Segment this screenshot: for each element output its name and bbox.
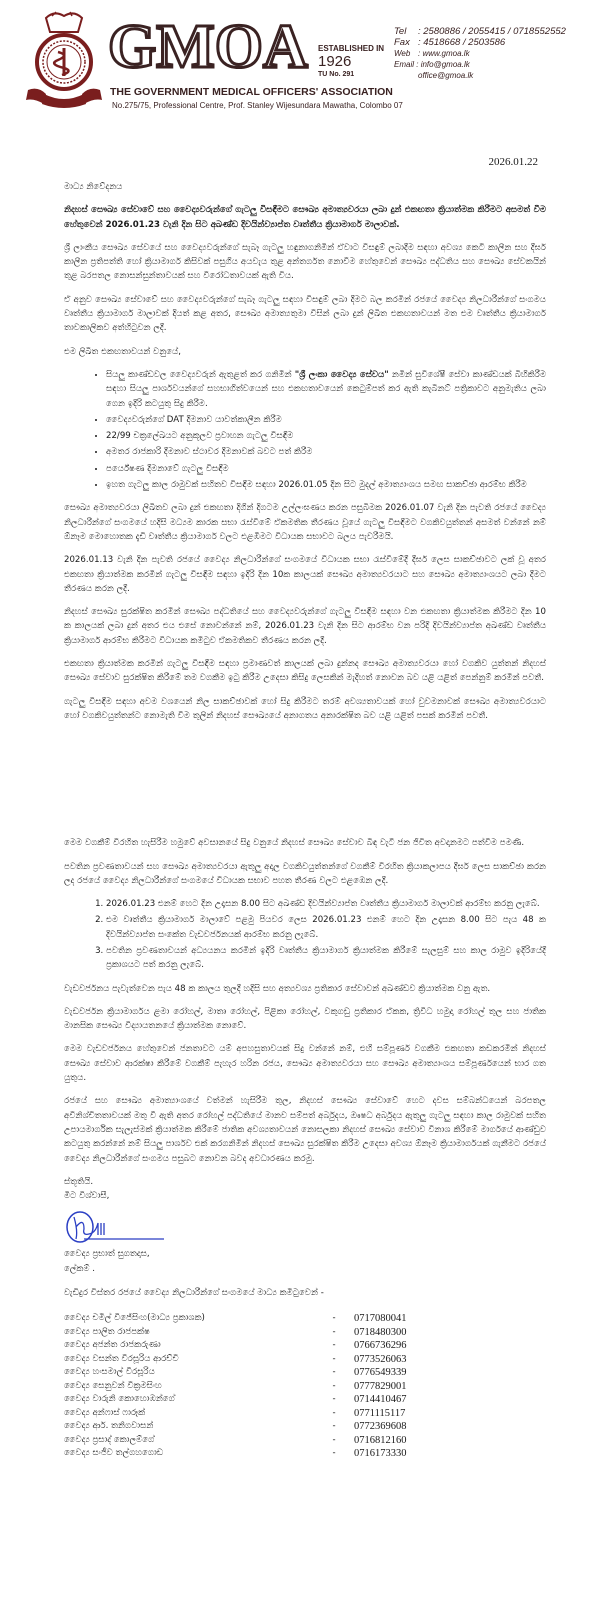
contact-name: වෛද්‍ය වාරුනි කොහොඹන්ගේ xyxy=(64,1394,175,1405)
paragraph: ගැටලු විසඳීම සඳහා අවම වශයෙන් නිල සාකච්ඡාවක් හෝ සිදු කිරීමට තරම් අවශ්‍යතාවයක් හෝ වුවමනාවක් සෞඛ්‍ය අමාත්‍යවරයාට හෝ වගකිවයුත්තන්ට නොමැති වීම තුලින් නිදහස් සෞඛ්‍යයේ අනාගතය අනාරක්ෂිත බව යළි යළිත් පසක් කරමින් පවතී. xyxy=(64,696,546,721)
regards: මිට විශ්වාසී, xyxy=(64,1191,110,1202)
contact-row xyxy=(64,1393,546,1407)
decision-item: 2. එම වෘත්තීය ක්‍රියාමාර්ග මාලාවේ පළමු පියවර ලෙස 2026.01.23 එනම් හෙට දින උදෑසන 8.00 සිට පැය 48 ක දිවයින්ව්‍යාප්ත සංකේත වැඩවර්ජනයක් ආරම්භ කරනු ලැබේ. xyxy=(106,913,546,942)
letter-date: 2026.01.22 xyxy=(488,156,538,168)
association-address: No.275/75, Professional Centre, Prof. Stanley Wijesundara Mawatha, Colombo 07 xyxy=(112,101,403,110)
contact-phone[interactable]: 0717080041 xyxy=(354,1313,407,1325)
paragraph: මෙම වගකීම් විරහිත හැසිරීම හමුවේ අවසානයේ සිදු වනුයේ නිදහස් සෞඛ්‍ය සේවාව බිඳ වැටී ජන ජිවිත අවදානමට පත්වීම පමණි. xyxy=(64,838,525,849)
letter-body xyxy=(64,180,546,1461)
web-label: Web xyxy=(394,49,411,58)
agreement-item: • අමතර රාජකාරි දීමනාව ස්ථාවර දීමනාවක් බවට පත් කිරීම xyxy=(106,445,546,459)
association-name: THE GOVERNMENT MEDICAL OFFICERS' ASSOCIATION xyxy=(110,86,393,98)
contact-row xyxy=(64,1380,546,1394)
tu-number: TU No. 291 xyxy=(318,71,355,78)
contact-row xyxy=(64,1353,546,1367)
contacts-list xyxy=(64,1312,546,1461)
contacts-intro: වැඩිදුර විස්තර රජයේ වෛද්‍ය නිලධාරීන්ගේ සංගමයේ මාධ්‍ය කමිටුවෙන් - xyxy=(64,1288,324,1299)
paragraph: වැඩවර්ජන ක්‍රියාමාර්ගය ළමා රෝහල්, මාතෘ රෝහල්, පිළිකා රෝහල්, වකුගඩු ප්‍රතිකාර ඒකක, ත්‍රිවිධ හමුදා රෝහල් තුල සහ ජාතික මානසික සෞඛ්‍ය විද්‍යායතනයේ ක්‍රියාත්මක නොවේ. xyxy=(64,1006,546,1032)
agreements-intro: එම ලිඛිත එකඟතාවයන් වනුයේ, xyxy=(64,346,181,357)
contact-row xyxy=(64,1366,546,1380)
contact-row xyxy=(64,1447,546,1461)
contact-row xyxy=(64,1312,546,1326)
paragraph: රජයේ සහ සෞඛ්‍ය අමාත්‍යාංශයේ වත්මන් හැසිරීම තුල, නිදහස් සෞඛ්‍ය සේවාවේ හෙට දවස සම්බන්ධයෙන් බරපතල අවිනිශ්චිතතාවයක් මතු වී ඇති අතර රෝහල් පද්ධතියේ මානව සම්පත් අර්බුදය, ඖෂධ අර්බුදය ඇතුලු ගැටලු සඳහා කාල රාමුවක් සහිත උපායමාර්ගික සැලැස්මක් ක්‍රියාත්මක කිරීමේ ජාතික අවශ්‍යතාවයන් නොසලකා නිදහස් සෞඛ්‍ය සේවාව විනාශ කිරීමේ මාර්ගයේ ආණ්ඩුව කටයුතු කරන්නේ නම් සියලු පාර්ශව එක් කරගනිමින් නිදහස් සෞඛ්‍ය සුරක්ෂිත කිරීම උදෙසා අවශ්‍ය ඕනෑම ක්‍රියාමාර්ගයක් ගැනීමට රජයේ වෛද්‍ය නිලධාරීන්ගේ සංගමය පසුබට නොවන බවද අවධාරණය කරමු. xyxy=(64,1096,546,1164)
gmoa-logo: GMOA xyxy=(108,13,308,81)
fax-label: Fax xyxy=(394,37,410,48)
contact-name: වෛද්‍ය චමිල් විජේසිංහ(මාධ්‍ය ප්‍රකාශක) xyxy=(64,1313,205,1324)
agreement-item xyxy=(106,368,546,411)
contact-separator: - xyxy=(332,1326,336,1337)
headline: නිදහස් සෞඛ්‍ය සේවාවේ සහ වෛද්‍යවරුන්ගේ ගැටලු විසඳීමට සෞඛ්‍ය අමාත්‍යවරයා ලබා දුන් එකඟතා ක්‍රියාත්මක කිරීමට අසමත් වීම හේතුවෙන් 2026.01.23 වැනි දින සිට අඛණ්ඩ දිවයින්ව්‍යාප්ත වෘත්තීය ක්‍රියාමාර්ග මාලාවක්. xyxy=(64,205,546,230)
contact-separator: - xyxy=(332,1421,336,1432)
decision-item: 3. පවතින ප්‍රවණතාවයන් අධ්‍යයනය කරමින් ඉදිරි වෘත්තීය ක්‍රියාමාර්ග ක්‍රියාත්මක කිරීමේ සැලසුම් සහ කාල රාමුව ඉදිරියේදී ප්‍රකාශයට පත් කරනු ලැබේ. xyxy=(106,944,546,973)
letterhead-contacts xyxy=(394,26,566,81)
contact-name: වෛද්‍ය හංසමාල් වීරසූරිය xyxy=(64,1367,155,1378)
paragraph: එකඟතා ක්‍රියාත්මක කරමින් ගැටලු විසඳීම සඳහා ප්‍රමාණවත් කාලයක් ලබා දුන්නද සෞඛ්‍ය අමාත්‍යවරයා හෝ වගකිව යුත්තන් නිදහස් සෞඛ්‍ය සේවාව සුරක්ෂිත කිරීමේ තම වගකීම ඉටු කිරීම උදෙසා කිසිදු ලෙසකින් මැදිහත් නොවන බව යළි යළිත් පෙන්නුම් කරමින් පවතී. xyxy=(64,659,546,684)
contact-separator: - xyxy=(332,1313,336,1324)
web-link[interactable]: : www.gmoa.lk xyxy=(418,49,470,58)
decision-item: 1. 2026.01.23 එනම් හෙට දින උදෑසන 8.00 සිට අඛණ්ඩ දිවයින්ව්‍යාප්ත වෘත්තීය ක්‍රියාමාර්ග මාලාවක් ආරම්භ කරනු ලැබේ. xyxy=(106,897,546,911)
contact-row xyxy=(64,1420,546,1434)
contact-name: වෛද්‍ය වසන්ත වීරසූරිය ආරච්චි xyxy=(64,1353,179,1364)
contact-phone[interactable]: 0716173330 xyxy=(354,1448,407,1460)
paragraph: වැඩවර්ජනය පැවැත්වෙන පැය 48 ක කාලය තුලදී හදිසි සහ අත්‍යවශ්‍ය ප්‍රතිකාර සේවාවන් අඛණ්ඩව ක්‍රියාත්මක වනු ඇත. xyxy=(64,983,491,994)
contact-name: වෛද්‍ය ආර්. තනිගවාසන් xyxy=(64,1421,154,1432)
page-break xyxy=(64,732,546,836)
contact-name: වෛද්‍ය සෙනුවන් වික්‍රමසිංහ xyxy=(64,1380,162,1391)
tel-label: Tel xyxy=(394,26,407,37)
contact-phone[interactable]: 0716812160 xyxy=(354,1434,407,1446)
signatory-name: වෛද්‍ය ප්‍රභාත් සුගතදාස, xyxy=(64,1249,150,1260)
established-year: 1926 xyxy=(318,53,352,70)
agreement-item: • ඉහත ගැටලු කාල රාමුවක් සහිතව විසඳීම සඳහා 2026.01.05 දින සිට මුදල් අමාත්‍යාංශය සමඟ සාකච්ඡා ආරම්භ කිරීම xyxy=(106,478,546,492)
agreement-bold-text: "ශ්‍රී ලංකා වෛද්‍ය සේවය" xyxy=(294,369,389,380)
email-link-office[interactable]: office@gmoa.lk xyxy=(418,71,474,80)
contact-name: වෛද්‍ය පාලිත රාජපක්ෂ xyxy=(64,1326,150,1337)
decisions-list xyxy=(64,897,546,972)
paragraph: සෞඛ්‍ය අමාත්‍යවරයා ලිඛිතව ලබා දුන් එකඟතා දිගින් දිගටම උල්ලංඝණය කරන පසුබිමක 2026.01.07 වැනි දින පැවති රජයේ වෛද්‍ය නිලධාරීන්ගේ සංගමයේ හදිසි මධ්‍යම කාරක සභා රැස්වීමේ ඒකමතික තීරණය වූයේ ගැටලු විසඳීමට වගකිවයුත්තන් අසමත් වන්නේ නම් ඕනෑම මොහොතක දැඩි වෘත්තීය ක්‍රියාමාර්ග වලට එළඹීමට විධායක සභාවට බලය පැවරීමයි. xyxy=(64,503,546,542)
paragraph: මෙම වැඩවර්ජනය හේතුවෙන් ජනතාවට යම් අපහසුතාවයක් සිදු වන්නේ නම්, එහි සම්පූර්ණ වගකීම එකඟතා කඩකරමින් නිදහස් සෞඛ්‍ය සේවාව ආරක්ෂා කිරීමේ වගකීම් පැහැර හරින රජය, සෞඛ්‍ය අමාත්‍යවරයා සහ සෞඛ්‍ය අමාත්‍යාංශය සම්පූර්ණයෙන් භාර ගත යුතුය. xyxy=(64,1044,546,1084)
contact-separator: - xyxy=(332,1380,336,1391)
email-link-info[interactable]: info@gmoa.lk xyxy=(420,60,470,69)
contact-row xyxy=(64,1326,546,1340)
paragraph: 2026.01.13 වැනි දින පැවති රජයේ වෛද්‍ය නිලධාරීන්ගේ සංගමයේ විධායක සභා රැස්වීමේදී දීර්ඝ ලෙස සාකච්ඡාවට ලක් වූ අතර එකඟතා ක්‍රියාත්මක කරමින් ගැටලු විසඳීම සඳහා ඉදිරි දින 10ක කාලයක් සෞඛ්‍ය අමාත්‍යවරයාට සහ සෞඛ්‍ය අමාත්‍යාංශයට ලබා දීමට තීරණය කරන ලදී. xyxy=(64,555,546,594)
paragraph: පවතින ප්‍රවණතාවයන් සහ සෞඛ්‍ය අමාත්‍යවරයා ඇතුලු අදාල වගකිවයුත්තන්ගේ වගකීම් විරහිත ක්‍රියාකලාපය දීර්ඝ ලෙස සාකච්ඡා කරන ලද රජයේ වෛද්‍ය නිලධාරීන්ගේ සංගමයේ විධායක සභාව පහත තීරණ වලට එළඹෙන ලදී. xyxy=(64,861,546,886)
contact-phone[interactable]: 0766736296 xyxy=(354,1340,407,1352)
contact-separator: - xyxy=(332,1367,336,1378)
contact-phone[interactable]: 0772369608 xyxy=(354,1421,407,1433)
gmoa-emblem-icon xyxy=(24,10,104,108)
established-label: ESTABLISHED IN xyxy=(318,44,385,53)
contact-name: වෛද්‍ය අජන්ත රාජකරුණා xyxy=(64,1340,161,1351)
contact-name: වෛද්‍ය අන්ෆාස් ෆාරූක් xyxy=(64,1407,146,1418)
contact-separator: - xyxy=(332,1434,336,1445)
contact-row xyxy=(64,1434,546,1448)
contact-phone[interactable]: 0771115117 xyxy=(354,1407,406,1419)
agreement-item: • පර්යේෂණ දීමනාවේ ගැටලු විසඳීම xyxy=(106,462,546,476)
contact-phone[interactable]: 0714410467 xyxy=(354,1394,407,1406)
fax-value: : 4518668 / 2503586 xyxy=(418,37,506,48)
contact-phone[interactable]: 0777829001 xyxy=(354,1380,407,1392)
paragraph: නිදහස් සෞඛ්‍ය සුරක්ෂිත කරමින් සෞඛ්‍ය පද්ධතියේ සහ වෛද්‍යවරුන්ගේ ගැටලු විසඳීම සඳහා වන එකඟතා ක්‍රියාත්මක කිරීමට දින 10 ක කාලයක් ලබා දුන් අතර එය එසේ නොවන්නේ නම්, 2026.01.23 වැනි දින සිට ආරම්භ වන පරිදි දිවයින්ව්‍යාප්ත අඛණ්ඩ වෘත්තීය ක්‍රියාමාර්ග ආරම්භ කිරීමට විධායක කමිටුව ඒකමතිකව තීරණය කරන ලදී. xyxy=(64,607,546,646)
email-label: Email : xyxy=(394,60,419,69)
contact-phone[interactable]: 0773526063 xyxy=(354,1353,407,1365)
tel-value: : 2580886 / 2055415 / 0718552552 xyxy=(418,26,566,37)
contact-separator: - xyxy=(332,1407,336,1418)
agreement-item: • වෛද්‍යවරුන්ගේ DAT දීමනාව යාවත්කාලීන කිරීම xyxy=(106,413,546,427)
agreement-item: • 22/99 චක්‍රලේඛයට අනුකූලව ප්‍රවාහන ගැටලු විසඳීම xyxy=(106,429,546,443)
agreement-text: සියලු කාණ්ඩවල වෛද්‍යවරුන් ඇතුළත් කර ගනිමින් xyxy=(106,369,295,380)
thanks: ස්තූතියි. xyxy=(64,1176,94,1187)
letterhead xyxy=(0,0,600,125)
contact-separator: - xyxy=(332,1340,336,1351)
contact-row xyxy=(64,1339,546,1353)
contact-separator: - xyxy=(332,1448,336,1459)
agreement-text: නමින් සුවිශේෂී සේවා කාණ්ඩයක් බිහිකිරීම සඳහා සියලු පාර්ශවයන්ගේ සහභාගිත්වයෙන් සහ එකඟතාවයෙන් කෙටුම්පත් කර ඇති කැබිනට් පත්‍රිකාවට අනුමැතිය ලබා ගෙන ඉදිරි කටයුතු සිදු කිරීම. xyxy=(106,369,546,409)
contact-separator: - xyxy=(332,1353,336,1364)
signatory-title: ලේකම් . xyxy=(64,1263,96,1274)
agreements-list xyxy=(64,368,546,492)
contact-name: වෛද්‍ය සංජීව තල්ගහගොඩ xyxy=(64,1448,164,1459)
signature-icon xyxy=(64,1207,184,1247)
paragraph: ඒ අනුව සෞඛ්‍ය සේවාවේ සහ වෛද්‍යවරුන්ගේ සැබෑ ගැටලු සඳහා විසඳුම් ලබා දීමට බල කරමින් රජයේ වෛද්‍ය නිලධාරීන්ගේ සංගමය වෘත්තීය ක්‍රියාමාර්ග මාලාවක් දියත් කළ අතර, සෞඛ්‍ය අමාත්‍යතුමා විසින් ලබා දුන් ලිඛිත එකඟතාවයන් මත එම වෘත්තීය ක්‍රියාමාර්ග තාවකාලිකව අත්හිටුවන ලදී. xyxy=(64,294,546,334)
contact-phone[interactable]: 0718480300 xyxy=(354,1326,407,1338)
established-block xyxy=(318,44,384,79)
contact-row xyxy=(64,1407,546,1421)
document-type: මාධ්‍ය නිවේදනය xyxy=(64,182,123,192)
contact-name: වෛද්‍ය ප්‍රසාද් කොලම්ගේ xyxy=(64,1434,155,1445)
contact-phone[interactable]: 0776549339 xyxy=(354,1367,407,1379)
contact-separator: - xyxy=(332,1394,336,1405)
paragraph: ශ්‍රී ලාංකීය සෞඛ්‍ය සේවයේ සහ වෛද්‍යවරුන්ගේ සැබෑ ගැටලු හඳුනාගනිමින් ඒවාට විසඳුම් ලබාදීම සඳහා අවශ්‍ය කෙටි කාලීන සහ දීර්ඝ කාලීන ප්‍රතිපත්ති හෝ ක්‍රියාමාර්ග කිසිවක් පසුගිය අයවැය තුළ අන්තර්ගත නොවීම හේතුවෙන් සෞඛ්‍ය පද්ධතිය සහ සෞඛ්‍ය සේවකයින් තුළ බරපතල නොසන්සුන්තාවයක් සහ විරෝධතාවයක් ඇති විය. xyxy=(64,242,546,282)
